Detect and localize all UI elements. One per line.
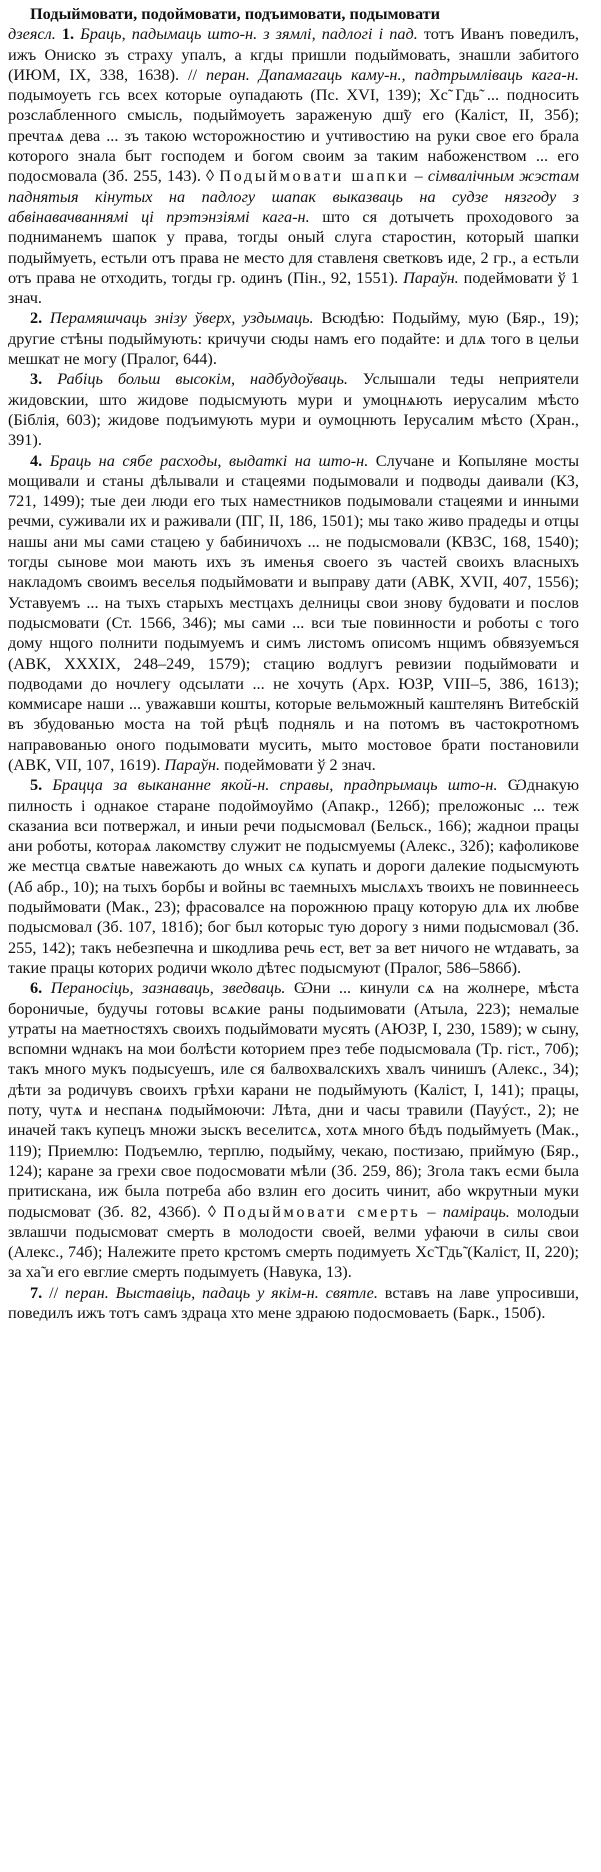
citation-text: Услышали теды неприятели жидовскии, што жидове подысмують мури и умоцнѧють иерусалим мѣсто (Біблія, 603); жидове подъимують мури и оумоцнють Іерусалим мѣсто (Хран., 391).	[8, 369, 580, 450]
citation-text: подеймовати ў 2 знач.	[220, 754, 376, 774]
definition-text: Пераносіць, зазнаваць, зведваць.	[50, 978, 286, 998]
citation-text: Ѡни ... кинули сѧ на жолнере, мѣста бороничые, будучы готовы всѧкие раны подыимовати (Атыла, 223); немалые утраты на маетностяхъ своихъ подыймовати мусять (АЮЗР, I, 230, 1589); ѡ сыну, вспомни ѡднакъ на мои болѣсти которием през тебе подысмовала (Тр. гіст., 70б); такъ много мукъ подысуешъ, иле ся балвохвалскихъ хвалъ чинишъ (Алекс., 34); дѣти за родичувъ своихъ грѣхи карани не подыймують (Каліст, I, 141); працы, поту, чутѧ и неспанѧ подыймоючи: Лѣта, дни и часы травили (Пауýст., 2); не иначей такъ купецъ множи зыскъ веселитсѧ, хотѧ много бѣдъ подыймуеть (Мак., 119); Приемлю: Подъемлю, терплю, подыйму, чекаю, постизаю, приймую (Бяр., 124); каране за грехи свое подосмовати мѣли (Зб. 259, 86); Згола такъ есми была притискана, иж была потреба або взлин его досить чинит, або ѡкрутныи муки подысмоват (Зб. 82, 436б). ◊	[8, 978, 579, 1221]
sense-6	[8, 978, 579, 1282]
sense-5	[8, 775, 579, 978]
citation-text: што ся дотычеть проходового за подниманемъ шапок у права, тогды оный слуга старостин, который шапки подыймуеть, естьли отъ права не место для ставленя светковъ иде, 2 гр., а естьли отъ права не отходить, тогды гр. одинъ (Пін., 92, 1551).	[8, 206, 579, 287]
citation-text: подымоуеть гсь всех которые оупадають (Пс. XVI, 139); Хс̃ Гдь̃ ... подносить розслабленного смысль, подыймоуеть зараженую дш̃у его (Каліст, II, 35б); пречтаѧ дева ... зъ такою ѡсторожностию и учтивостию на руки свое его брала которого знала быт господем и богом своим за таким набоженством ... его подосмовала (Зб. 255, 143). ◊	[8, 85, 579, 186]
definition-text: Браць, падымаць што-н. з зямлі, падлогі і пад.	[80, 24, 418, 44]
entry-headword-line	[8, 4, 579, 308]
sense-1	[8, 24, 579, 307]
citation-text: вставъ на лаве упросивши, поведилъ ижъ тотъ самъ здраца хто мене здраюю подосмоваеть (Барк., 150б).	[8, 1282, 579, 1322]
phrase-idiom: Подыймовати шапки	[219, 166, 410, 186]
definition-text: Параўн.	[403, 267, 459, 287]
definition-text: Брацца за выкананне якой-н. справы, прадпрымаць што-н.	[52, 775, 498, 795]
citation-text: –	[420, 1201, 443, 1221]
sense-number: 6.	[30, 978, 43, 998]
definition-text: перан. Выставіць, падаць у якім-н. святле.	[64, 1282, 378, 1302]
phrase-idiom: Подыймовати смерть	[223, 1201, 421, 1221]
sense-number: 5.	[30, 775, 43, 795]
sense-4	[8, 451, 579, 776]
sense-number: 4.	[30, 450, 43, 470]
citation-text: –	[409, 166, 428, 186]
definition-text: сімвалічным жэстам паднятыя кінутых на падлогу шапак выказваць на судзе нязгоду з абвінавачваннямі ці прэтэнзіямі кага-н.	[8, 166, 580, 226]
citation-text: Ѡднакую пилность і однакое старане подоймоуймо (Апакр., 126б); преложоныс ... теж сказаниа вси потвержал, и иныи речи подысмовал (Бельск., 166); жаднои працы ани роботы, котораѧ лакомству служит не подысмуемы (Алекс., 32б); кафоликове же местца свѧтые навежають до ѡных сѧ купать и дороги далекие подысмують (Аб абр., 10); на тыхъ борбы и войны вс таемныхъ мыслѧхъ твоихъ не повиннеесь подыймовати (Мак., 23); фрасовалсе на порожнюю працу которую длѧ их любве подысмовал (Зб. 107, 181б); бог был которыс тую дорогу з ними подысмовал (Зб. 255, 142); такъ небезпечна и шкодлива речь ест, вет за вет ничого не ѡтдавать, за такие працы которих родичи ѡколо дѣтес подысмуют (Пралог, 586–586б).	[8, 775, 579, 977]
definition-text: перан. Дапамагаць каму-н., падтрымліваць кага-н.	[205, 64, 579, 84]
definition-text: Параўн.	[164, 754, 221, 774]
entry-senses	[8, 308, 579, 1323]
sense-number: 2.	[30, 308, 43, 328]
entry-headword: Подыймовати, подоймовати, подъимовати, подымовати	[30, 4, 441, 23]
citation-text: Случане и Копыляне мосты мощивали и станы дѣлывали и стацеями подымовали и подводы даивали (КЗ, 721, 1499); тые деи люди его тых наместников подымовали стацеями и инными речми, суживали их и раживали (ПГ, II, 186, 1501); мы тако живо прадеды и отцы нашы ани мы сами стацею у бабиничохъ ... не подысмовали (КВЗС, 168, 1540); тогды сынове мои мають ихъ зъ именья своего зъ частей своихъ власныхъ накладомъ своимъ веселья подыймовати и выправу дати (АВК, XVII, 407, 1556); Уставуемъ ... на тыхъ старыхъ местцахъ делницы свои знову будовати и послов подысмовати (Ст. 1566, 346); мы сами ... вси тые повинности и роботы с того дому нщого полнити подымуемъ и симъ листомъ описомъ нщимъ обвязуемъся (АВК, XXXIX, 248–249, 1579); стацию водлугъ ревизии подыймовати и подводами до ночлегу одсылати ... не хочуть (Арх. ЮЗР, VIII–5, 386, 1613); коммисаре наши ... уважавши кошты, которые вельможный каштелянъ Витебскій въ збудованью моста на той рѣцѣ подняль и на потомъ въ частокротномъ направованью оного подымовати мусить, мыто мостовое брати постановили (АВК, VII, 107, 1619).	[8, 450, 580, 774]
sense-number: 7.	[30, 1282, 43, 1302]
sense-3	[8, 369, 579, 450]
sense-2	[8, 308, 579, 369]
definition-text: Браць на сябе расходы, выдаткі на што-н.	[49, 450, 369, 470]
sense-number: 1.	[61, 24, 75, 44]
citation-text: тотъ Иванъ поведилъ, ижъ Ониско зъ страху упалъ, а кгды пришли подыймовать, знашли забитого (ИЮМ, IX, 338, 1638). //	[8, 24, 580, 84]
definition-text: паміраць.	[442, 1201, 510, 1221]
definition-text: Рабіць больш высокім, надбудоўваць.	[57, 369, 348, 389]
sense-7	[8, 1283, 579, 1324]
citation-text: Всюдѣю: Подыйму, мую (Бяр., 19); другие стѣны подыймують: кричучи сюды намъ его подайте: и длѧ того в цельи мешкат не могу (Пралог, 644).	[8, 308, 579, 369]
citation-text: молодыи звлашчи подысмоват смерть в молодости своей, велми уфаючи в силы свои (Алекс., 74б); Належите прето крстомъ смерть подимуеть Хс̃ Гдь̃ (Каліст, II, 220); за ха̃ и его евглие смерть подымуеть (Навука, 13).	[8, 1201, 580, 1282]
citation-text: подеймовати ў 1 знач.	[8, 267, 579, 308]
sense-number: 3.	[30, 369, 43, 389]
citation-text: //	[49, 1282, 65, 1302]
definition-text: Перамяшчаць знізу ўверх, уздымаць.	[49, 308, 314, 328]
part-of-speech: дзеясл.	[8, 24, 56, 44]
